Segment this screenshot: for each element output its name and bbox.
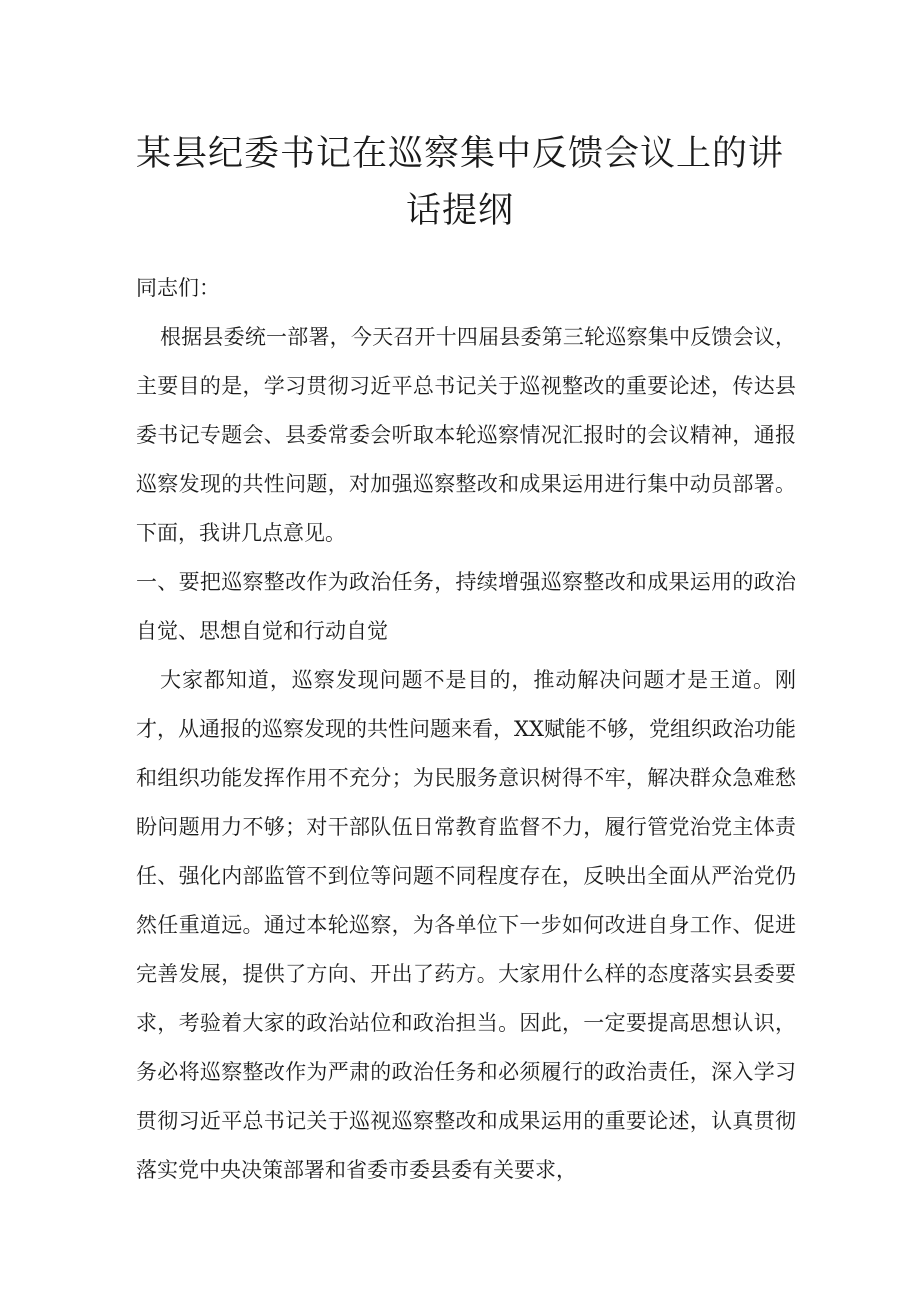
document-title-line-1: 某县纪委书记在巡察集中反馈会议上的讲 <box>135 134 784 174</box>
salutation: 同志们： <box>136 276 220 300</box>
paragraph-section-1-body: 大家都知道，巡察发现问题不是目的，推动解决问题才是王道。刚才，从通报的巡察发现的共性问题来看，XX赋能不够，党组织政治功能和组织功能发挥作用不充分；为民服务意识树得不牢，解决群众急难愁盼问题用力不够；对干部队伍日常教育监督不力，履行管党治党主体责任、强化内部监管不到位等问题不同程度存在，反映出全面从严治党仍然任重道远。通过本轮巡察，为各单位下一步如何改进自身工作、促进完善发展，提供了方向、开出了药方。大家用什么样的态度落实县委要求，考验着大家的政治站位和政治担当。因此，一定要提高思想认识，务必将巡察整改作为严肃的政治任务和必须履行的政治责任，深入学习贯彻习近平总书记关于巡视巡察整改和成果运用的重要论述，认真贯彻落实党中央决策部署和省委市委县委有关要求， <box>136 668 796 1182</box>
document-body <box>136 264 796 1195</box>
section-heading-1: 一、要把巡察整改作为政治任务，持续增强巡察整改和成果运用的政治自觉、思想自觉和行动自觉 <box>136 570 796 643</box>
document-title-line-2: 话提纲 <box>405 191 514 231</box>
paragraph-intro: 根据县委统一部署，今天召开十四届县委第三轮巡察集中反馈会议，主要目的是，学习贯彻习近平总书记关于巡视整改的重要论述，传达县委书记专题会、县委常委会听取本轮巡察情况汇报时的会议精神，通报巡察发现的共性问题，对加强巡察整改和成果运用进行集中动员部署。下面，我讲几点意见。 <box>136 325 796 545</box>
